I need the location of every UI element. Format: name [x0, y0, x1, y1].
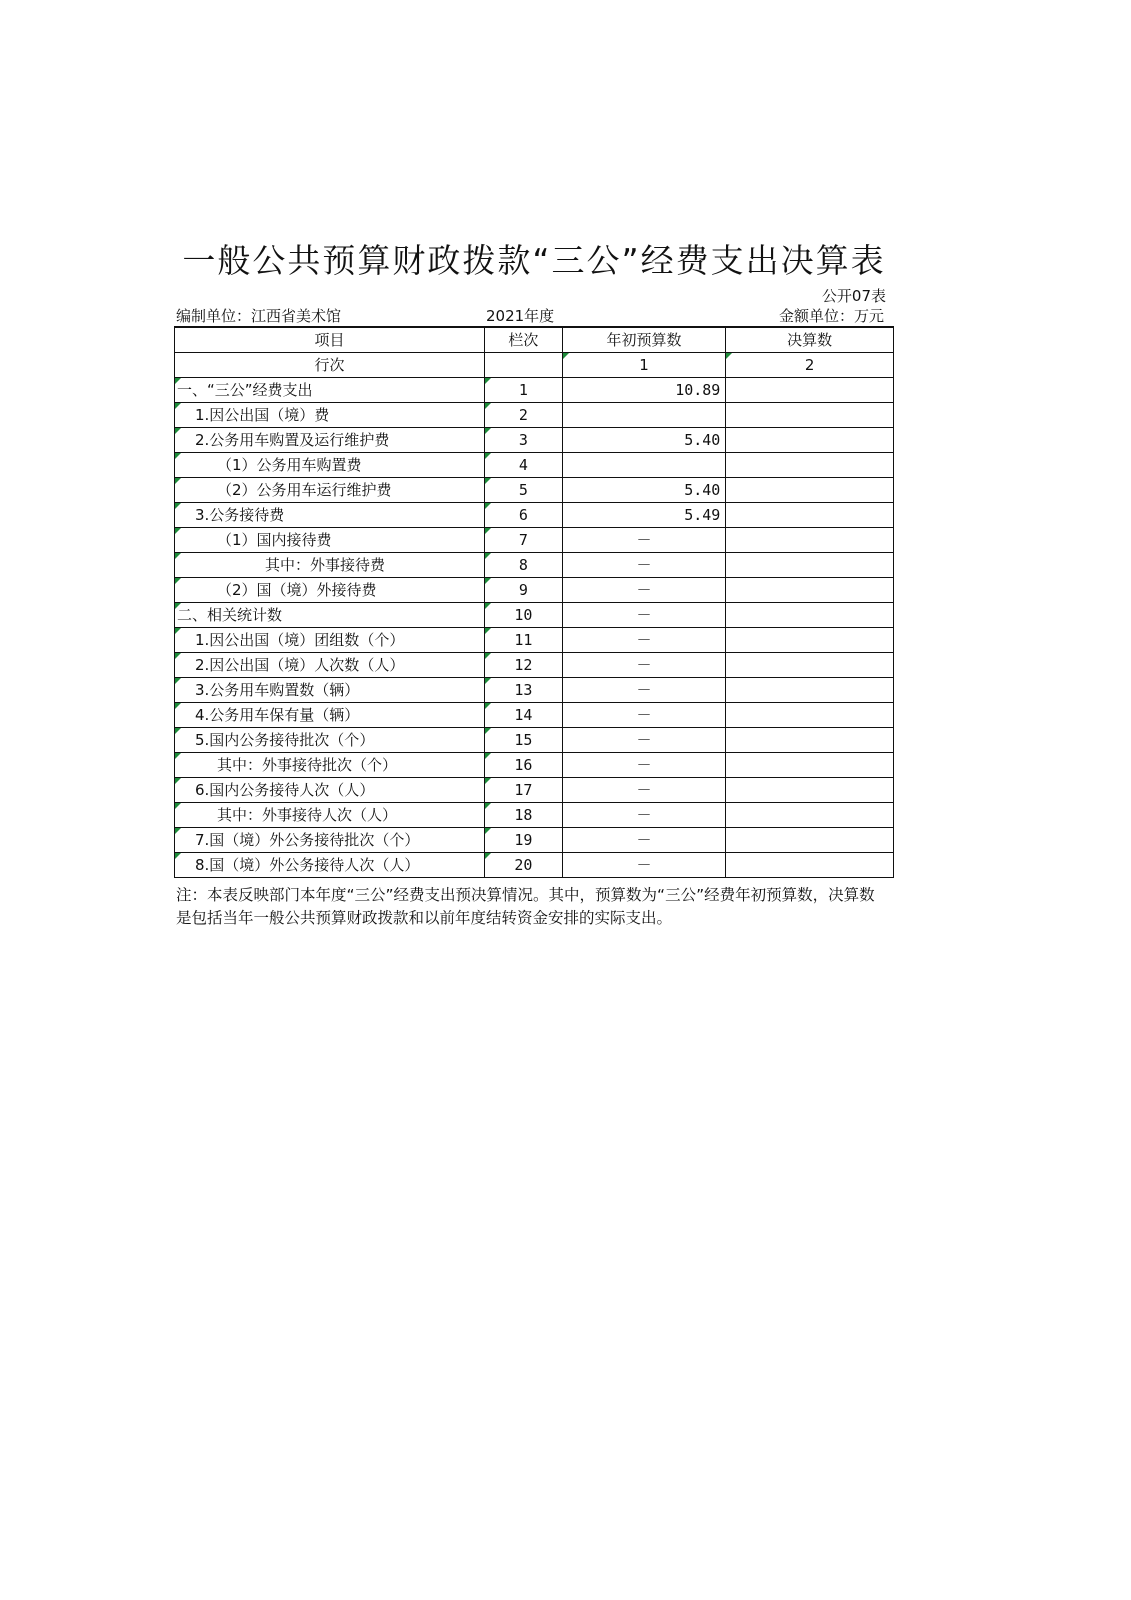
row-number: 3 — [485, 428, 563, 453]
table-row — [175, 728, 894, 753]
row-number: 15 — [485, 728, 563, 753]
row-item: （1）国内接待费 — [175, 528, 485, 553]
row-item: 其中：外事接待费 — [175, 553, 485, 578]
header-item: 项目 — [175, 328, 485, 353]
row-item: 其中：外事接待批次（个） — [175, 753, 485, 778]
row-budget: － — [562, 853, 726, 878]
row-number: 9 — [485, 578, 563, 603]
row-number: 13 — [485, 678, 563, 703]
index-final: 2 — [726, 353, 894, 378]
expense-table — [174, 327, 894, 878]
row-number: 8 — [485, 553, 563, 578]
compiling-unit: 编制单位：江西省美术馆 — [176, 307, 342, 325]
table-row — [175, 603, 894, 628]
row-item: 二、相关统计数 — [175, 603, 485, 628]
row-item: 6.国内公务接待人次（人） — [175, 778, 485, 803]
row-item: （2）国（境）外接待费 — [175, 578, 485, 603]
row-final — [726, 603, 894, 628]
row-budget: 10.89 — [562, 378, 726, 403]
row-budget: － — [562, 728, 726, 753]
row-item: 2.因公出国（境）人次数（人） — [175, 653, 485, 678]
row-final — [726, 553, 894, 578]
row-final — [726, 453, 894, 478]
row-final — [726, 478, 894, 503]
row-final — [726, 578, 894, 603]
table-row — [175, 378, 894, 403]
row-item: （1）公务用车购置费 — [175, 453, 485, 478]
row-item: 7.国（境）外公务接待批次（个） — [175, 828, 485, 853]
row-number: 4 — [485, 453, 563, 478]
row-item: 1.因公出国（境）团组数（个） — [175, 628, 485, 653]
row-item: 3.公务用车购置数（辆） — [175, 678, 485, 703]
row-item: 5.国内公务接待批次（个） — [175, 728, 485, 753]
row-final — [726, 653, 894, 678]
row-budget: － — [562, 753, 726, 778]
table-row — [175, 528, 894, 553]
row-budget: － — [562, 828, 726, 853]
table-row — [175, 628, 894, 653]
table-row — [175, 578, 894, 603]
row-number: 20 — [485, 853, 563, 878]
header-row — [175, 328, 894, 353]
row-final — [726, 753, 894, 778]
table-row — [175, 853, 894, 878]
row-number: 16 — [485, 753, 563, 778]
row-number: 14 — [485, 703, 563, 728]
row-final — [726, 678, 894, 703]
row-budget: 5.49 — [562, 503, 726, 528]
row-budget: － — [562, 578, 726, 603]
header-budget: 年初预算数 — [562, 328, 726, 353]
row-budget: － — [562, 553, 726, 578]
fiscal-year: 2021年度 — [486, 307, 555, 325]
table-row — [175, 778, 894, 803]
row-budget — [562, 403, 726, 428]
report-sheet — [174, 236, 894, 930]
report-meta — [174, 306, 894, 327]
header-row-no: 栏次 — [485, 328, 563, 353]
row-item: 1.因公出国（境）费 — [175, 403, 485, 428]
row-number: 19 — [485, 828, 563, 853]
table-row — [175, 553, 894, 578]
row-budget: 5.40 — [562, 478, 726, 503]
row-final — [726, 728, 894, 753]
data-rows — [175, 378, 894, 878]
row-final — [726, 778, 894, 803]
row-item: 4.公务用车保有量（辆） — [175, 703, 485, 728]
row-item: 其中：外事接待人次（人） — [175, 803, 485, 828]
row-final — [726, 378, 894, 403]
row-number: 17 — [485, 778, 563, 803]
header-final: 决算数 — [726, 328, 894, 353]
table-row — [175, 828, 894, 853]
row-item: （2）公务用车运行维护费 — [175, 478, 485, 503]
row-final — [726, 803, 894, 828]
table-row — [175, 453, 894, 478]
row-number: 12 — [485, 653, 563, 678]
table-row — [175, 653, 894, 678]
index-row-no — [485, 353, 563, 378]
row-item: 8.国（境）外公务接待人次（人） — [175, 853, 485, 878]
row-final — [726, 703, 894, 728]
table-row — [175, 403, 894, 428]
money-unit: 金额单位：万元 — [778, 307, 884, 325]
table-row — [175, 678, 894, 703]
index-row — [175, 353, 894, 378]
table-row — [175, 428, 894, 453]
row-number: 11 — [485, 628, 563, 653]
row-final — [726, 403, 894, 428]
row-budget: 5.40 — [562, 428, 726, 453]
row-budget: － — [562, 703, 726, 728]
table-row — [175, 703, 894, 728]
row-budget — [562, 453, 726, 478]
row-number: 5 — [485, 478, 563, 503]
form-number: 公开07表 — [821, 287, 886, 305]
row-item: 3.公务接待费 — [175, 503, 485, 528]
row-final — [726, 628, 894, 653]
row-budget: － — [562, 528, 726, 553]
row-item: 2.公务用车购置及运行维护费 — [175, 428, 485, 453]
row-final — [726, 853, 894, 878]
table-row — [175, 503, 894, 528]
report-title: 一般公共预算财政拨款“三公”经费支出决算表 — [182, 241, 886, 280]
row-item: 一、“三公”经费支出 — [175, 378, 485, 403]
row-budget: － — [562, 778, 726, 803]
row-number: 6 — [485, 503, 563, 528]
row-final — [726, 503, 894, 528]
index-budget: 1 — [562, 353, 726, 378]
table-row — [175, 753, 894, 778]
row-number: 7 — [485, 528, 563, 553]
row-budget: － — [562, 678, 726, 703]
table-row — [175, 478, 894, 503]
row-number: 10 — [485, 603, 563, 628]
row-final — [726, 828, 894, 853]
row-number: 18 — [485, 803, 563, 828]
row-final — [726, 528, 894, 553]
row-budget: － — [562, 603, 726, 628]
row-final — [726, 428, 894, 453]
row-number: 2 — [485, 403, 563, 428]
row-budget: － — [562, 653, 726, 678]
row-number: 1 — [485, 378, 563, 403]
index-item: 行次 — [175, 353, 485, 378]
table-note: 注：本表反映部门本年度“三公”经费支出预决算情况。其中，预算数为“三公”经费年初预算数，决算数是包括当年一般公共预算财政拨款和以前年度结转资金安排的实际支出。 — [176, 886, 875, 927]
row-budget: － — [562, 628, 726, 653]
row-budget: － — [562, 803, 726, 828]
table-row — [175, 803, 894, 828]
